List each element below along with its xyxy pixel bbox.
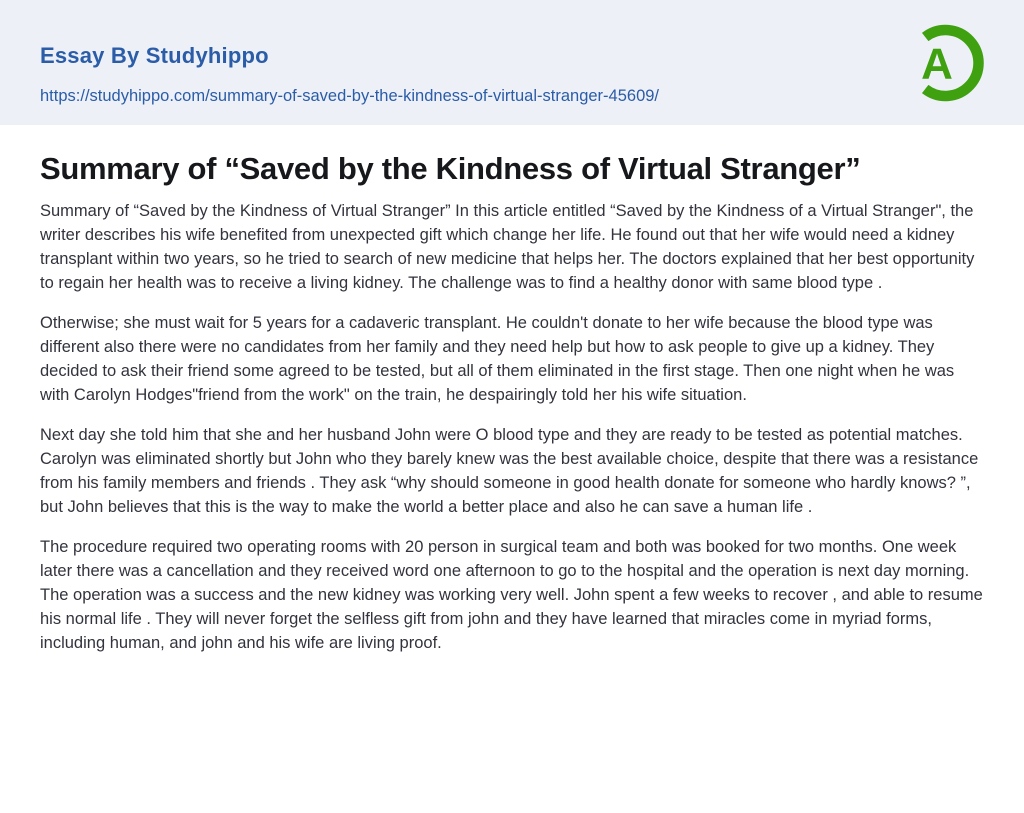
article-title: Summary of “Saved by the Kindness of Virtual Stranger” bbox=[40, 151, 861, 186]
studyhippo-logo[interactable] bbox=[906, 21, 986, 105]
article-paragraph-3: Next day she told him that she and her husband John were O blood type and they are ready to be tested as potential matches. Carolyn was eliminated shortly but John who they barely knew was the best available choice, despite that there was a resistance from his family members and friends . They ask “why should someone in good health donate for someone who hardly knows? ”, but John believes that this is the way to make the world a better place and also he can save a human life . bbox=[40, 426, 979, 516]
article-body bbox=[0, 150, 1024, 655]
source-url-link[interactable]: https://studyhippo.com/summary-of-saved-by-the-kindness-of-virtual-stranger-45609/ bbox=[40, 87, 660, 105]
page-header bbox=[0, 0, 1024, 125]
article-paragraph-4: The procedure required two operating rooms with 20 person in surgical team and both was booked for two months. One week later there was a cancellation and they received word one afternoon to go to the hospital and the operation is next day morning. The operation was a success and the new kidney was working very well. John spent a few weeks to recover , and able to resume his normal life . They will never forget the selfless gift from john and they have learned that miracles come in myriad forms, including human, and john and his wife are living proof. bbox=[40, 538, 983, 652]
logo-letter: A bbox=[921, 39, 953, 89]
site-title-link[interactable]: Essay By Studyhippo bbox=[40, 43, 269, 68]
article-paragraph-2: Otherwise; she must wait for 5 years for a cadaveric transplant. He couldn't donate to her wife because the blood type was different also there were no candidates from her family and they need help but how to ask people to give up a kidney. They decided to ask their friend some agreed to be tested, but all of them eliminated in the first stage. Then one night when he was with Carolyn Hodges"friend from the work" on the train, he despairingly told her his wife situation. bbox=[40, 314, 955, 404]
article-paragraph-1: Summary of “Saved by the Kindness of Virtual Stranger” In this article entitled “Saved by the Kindness of a Virtual Stranger", the writer describes his wife benefited from unexpected gift which change her life. He found out that her wife would need a kidney transplant within two years, so he tried to search of new medicine that helps her. The doctors explained that her best opportunity to regain her health was to receive a living kidney. The challenge was to find a healthy donor with same blood type . bbox=[40, 202, 975, 292]
